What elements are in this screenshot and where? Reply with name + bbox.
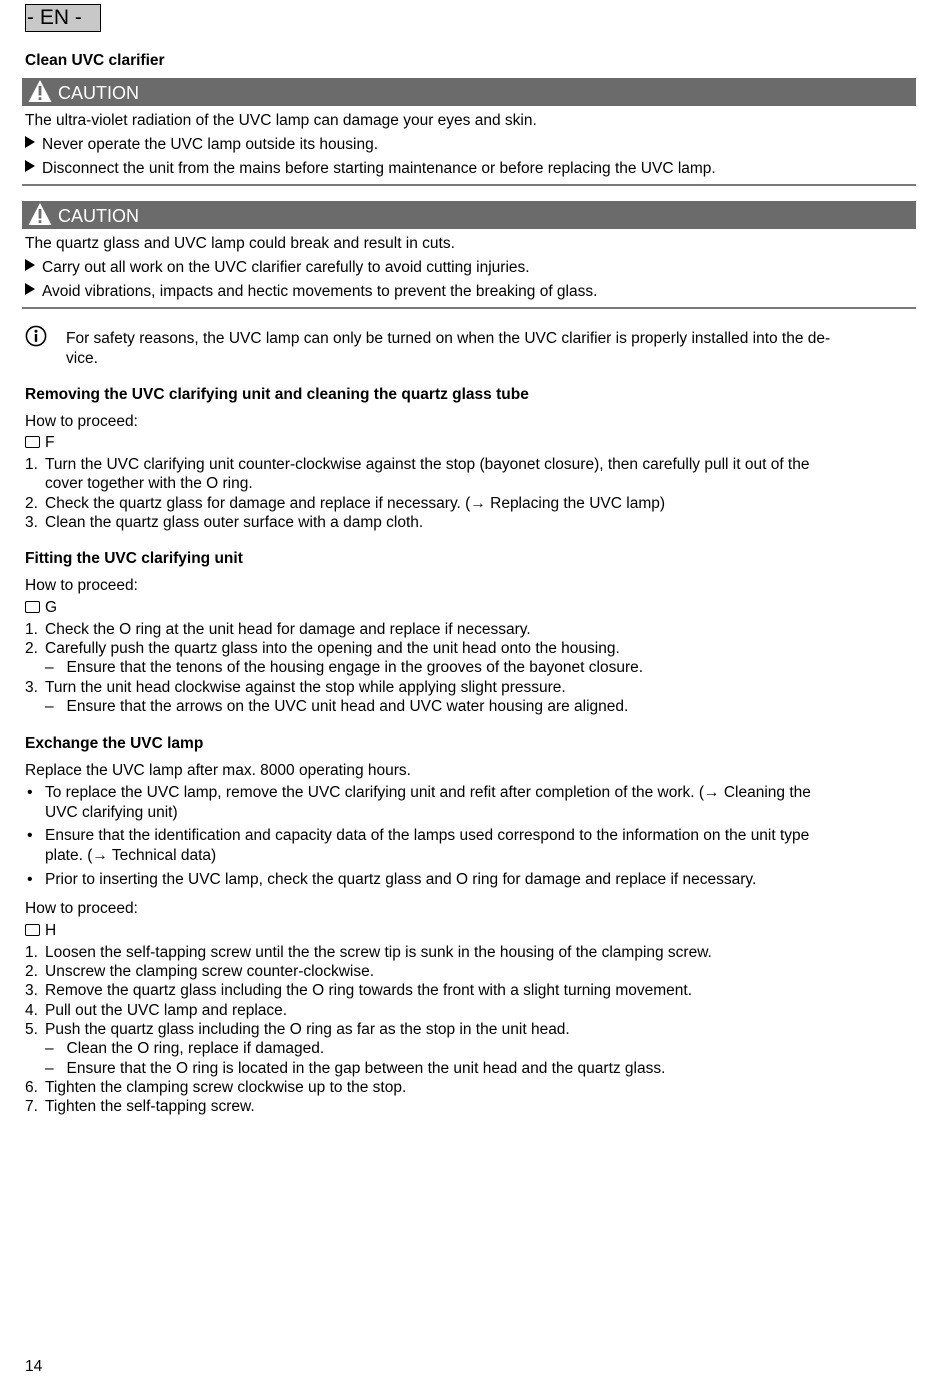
figure-ref: H xyxy=(25,922,56,940)
info-icon xyxy=(25,325,47,347)
caution-item: Carry out all work on the UVC clarifier carefully to avoid cutting injuries. xyxy=(25,259,530,277)
section-heading: Exchange the UVC lamp xyxy=(25,735,204,752)
caution-bar-2 xyxy=(22,201,916,229)
how-to-proceed: How to proceed: xyxy=(25,413,138,430)
step-number: 1. xyxy=(25,944,38,961)
step-text: Tighten the self-tapping screw. xyxy=(45,1098,255,1115)
caution-item: Never operate the UVC lamp outside its housing. xyxy=(25,136,378,154)
caution-bar-1 xyxy=(22,78,916,106)
bullet-text: UVC clarifying unit) xyxy=(45,804,178,821)
section-intro: Replace the UVC lamp after max. 8000 operating hours. xyxy=(25,762,411,779)
warning-icon xyxy=(28,202,52,226)
step-text: Pull out the UVC lamp and replace. xyxy=(45,1002,288,1019)
caution-item: Avoid vibrations, impacts and hectic movements to prevent the breaking of glass. xyxy=(25,283,597,301)
caution-intro: The quartz glass and UVC lamp could break and result in cuts. xyxy=(25,235,455,252)
arrow-right-icon xyxy=(25,259,35,271)
step-text: Turn the unit head clockwise against the stop while applying slight pressure. xyxy=(45,679,566,696)
bullet-text: Prior to inserting the UVC lamp, check the quartz glass and O ring for damage and replace if necessary. xyxy=(45,871,757,888)
caution-label: CAUTION xyxy=(58,206,139,226)
book-icon xyxy=(25,924,40,936)
step-number: 2. xyxy=(25,495,38,512)
sub-step: – Ensure that the arrows on the UVC unit head and UVC water housing are aligned. xyxy=(45,698,629,715)
step-number: 4. xyxy=(25,1002,38,1019)
bullet-text: To replace the UVC lamp, remove the UVC clarifying unit and refit after completion of the work. (→ Cleaning the xyxy=(45,784,811,801)
section-title: Clean UVC clarifier xyxy=(25,52,165,69)
step-number: 5. xyxy=(25,1021,38,1038)
how-to-proceed: How to proceed: xyxy=(25,577,138,594)
book-icon xyxy=(25,601,40,613)
bullet-dot: • xyxy=(27,871,33,888)
arrow-right-icon xyxy=(25,160,35,172)
step-text: Check the O ring at the unit head for damage and replace if necessary. xyxy=(45,621,531,638)
info-text: vice. xyxy=(66,350,98,367)
arrow-right-icon xyxy=(25,136,35,148)
warning-icon xyxy=(28,79,52,103)
section-heading: Removing the UVC clarifying unit and cleaning the quartz glass tube xyxy=(25,386,529,403)
step-number: 3. xyxy=(25,679,38,696)
how-to-proceed: How to proceed: xyxy=(25,900,138,917)
caution-intro: The ultra-violet radiation of the UVC lamp can damage your eyes and skin. xyxy=(25,112,537,129)
info-text: For safety reasons, the UVC lamp can only be turned on when the UVC clarifier is properly installed into the de- xyxy=(66,330,831,347)
step-text: Remove the quartz glass including the O ring towards the front with a slight turning movement. xyxy=(45,982,693,999)
step-text: Push the quartz glass including the O ring as far as the stop in the unit head. xyxy=(45,1021,570,1038)
divider xyxy=(22,307,916,309)
page-number: 14 xyxy=(25,1358,43,1375)
divider xyxy=(22,184,916,186)
step-number: 7. xyxy=(25,1098,38,1115)
sub-step: – Ensure that the tenons of the housing engage in the grooves of the bayonet closure. xyxy=(45,659,644,676)
figure-ref: F xyxy=(25,434,54,452)
step-number: 3. xyxy=(25,982,38,999)
step-number: 1. xyxy=(25,621,38,638)
bullet-dot: • xyxy=(27,827,33,844)
sub-step: – Clean the O ring, replace if damaged. xyxy=(45,1040,325,1057)
language-tag: - EN - xyxy=(25,4,101,32)
book-icon xyxy=(25,436,40,448)
step-number: 2. xyxy=(25,640,38,657)
bullet-dot: • xyxy=(27,784,33,801)
step-text: Carefully push the quartz glass into the opening and the unit head onto the housing. xyxy=(45,640,620,657)
step-number: 2. xyxy=(25,963,38,980)
step-number: 6. xyxy=(25,1079,38,1096)
step-text: Tighten the clamping screw clockwise up to the stop. xyxy=(45,1079,407,1096)
caution-label: CAUTION xyxy=(58,83,139,103)
caution-item: Disconnect the unit from the mains before starting maintenance or before replacing the UVC lamp. xyxy=(25,160,716,178)
step-text: Clean the quartz glass outer surface with a damp cloth. xyxy=(45,514,424,531)
step-number: 3. xyxy=(25,514,38,531)
step-text: Turn the UVC clarifying unit counter-clockwise against the stop (bayonet closure), then carefully pull it out of the xyxy=(45,456,810,473)
step-text: Loosen the self-tapping screw until the the screw tip is sunk in the housing of the clamping screw. xyxy=(45,944,712,961)
bullet-text: plate. (→ Technical data) xyxy=(45,847,217,864)
bullet-text: Ensure that the identification and capacity data of the lamps used correspond to the information on the unit type xyxy=(45,827,810,844)
sub-step: – Ensure that the O ring is located in the gap between the unit head and the quartz glass. xyxy=(45,1060,666,1077)
figure-ref: G xyxy=(25,599,57,617)
step-text: Check the quartz glass for damage and replace if necessary. (→ Replacing the UVC lamp) xyxy=(45,495,666,512)
step-text: cover together with the O ring. xyxy=(45,475,253,492)
section-heading: Fitting the UVC clarifying unit xyxy=(25,550,243,567)
step-text: Unscrew the clamping screw counter-clockwise. xyxy=(45,963,375,980)
arrow-right-icon xyxy=(25,283,35,295)
step-number: 1. xyxy=(25,456,38,473)
